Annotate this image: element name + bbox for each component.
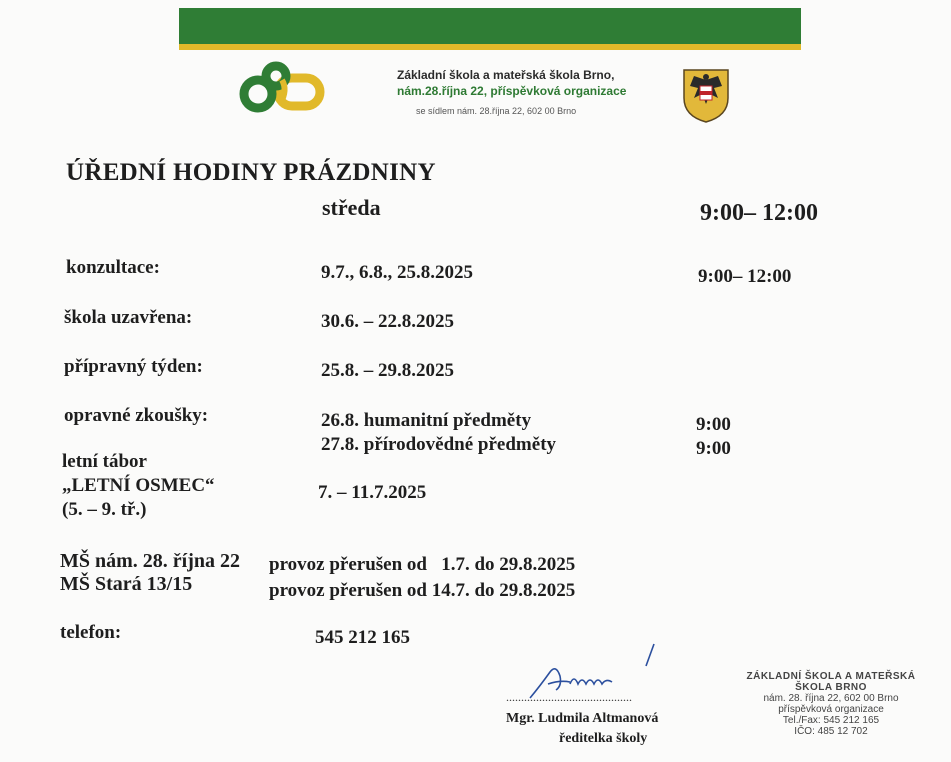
header-yellow-bar (179, 44, 801, 50)
camp-label-2: „LETNÍ OSMEC“ (62, 475, 215, 496)
camp-dates: 7. – 11.7.2025 (318, 482, 427, 503)
stamp-line-3: příspěvková organizace (778, 704, 884, 715)
signatory-name: Mgr. Ludmila Altmanová (506, 711, 659, 726)
office-hours: 9:00– 12:00 (700, 200, 818, 226)
page-title: ÚŘEDNÍ HODINY PRÁZDNINY (66, 159, 436, 186)
camp-label-1: letní tábor (62, 451, 147, 472)
ms-value-2: provoz přerušen od 14.7. do 29.8.2025 (269, 580, 576, 601)
stamp-line-2: nám. 28. října 22, 602 00 Brno (763, 693, 899, 704)
closed-label: škola uzavřena: (64, 307, 193, 328)
exam-line-1: 26.8. humanitní předměty (321, 410, 532, 431)
phone-label: telefon: (60, 622, 122, 643)
prep-week-label: přípravný týden: (64, 356, 203, 377)
signatory-role: ředitelka školy (559, 731, 648, 746)
signature-dots: .......................................... (506, 690, 632, 704)
exam-time-2: 9:00 (696, 438, 731, 459)
stamp-line-1: ZÁKLADNÍ ŠKOLA A MATEŘSKÁ ŠKOLA BRNO (746, 671, 916, 693)
school-logo-icon (236, 60, 328, 116)
prep-week-dates: 25.8. – 29.8.2025 (321, 360, 454, 381)
phone-number: 545 212 165 (315, 627, 410, 648)
school-name: Základní škola a mateřská škola Brno, (397, 68, 615, 82)
office-weekday: středa (322, 195, 381, 220)
consult-dates: 9.7., 6.8., 25.8.2025 (321, 262, 473, 283)
exam-time-1: 9:00 (696, 414, 731, 435)
school-seat: se sídlem nám. 28.října 22, 602 00 Brno (416, 106, 577, 116)
consult-time: 9:00– 12:00 (698, 266, 792, 287)
camp-label-3: (5. – 9. tř.) (62, 499, 147, 520)
ms-label-1: MŠ nám. 28. října 22 (60, 550, 240, 572)
ms-value-1: provoz přerušen od 1.7. do 29.8.2025 (269, 554, 576, 575)
consult-label: konzultace: (66, 257, 160, 278)
school-address: nám.28.října 22, příspěvková organizace (397, 84, 627, 98)
stamp-line-4: Tel./Fax: 545 212 165 (782, 715, 880, 726)
header-green-bar (179, 8, 801, 44)
ms-label-2: MŠ Stará 13/15 (60, 573, 193, 595)
coat-of-arms-icon (682, 68, 730, 124)
exams-label: opravné zkoušky: (64, 405, 209, 426)
stamp (731, 671, 931, 737)
exam-line-2: 27.8. přírodovědné předměty (321, 434, 557, 455)
stamp-line-5: IČO: 485 12 702 (794, 726, 868, 737)
closed-dates: 30.6. – 22.8.2025 (321, 311, 454, 332)
